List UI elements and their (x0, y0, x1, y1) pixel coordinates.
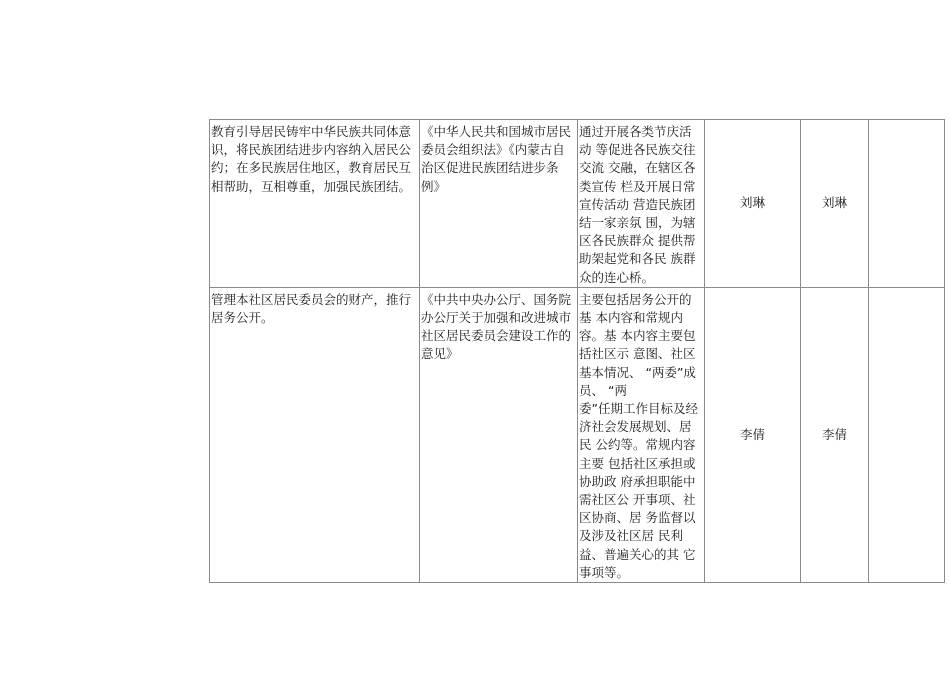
responsible-person-text: 李倩 (739, 426, 765, 442)
duty-cell (210, 287, 420, 582)
responsible-person-cell (705, 120, 801, 288)
duty-cell (210, 120, 420, 288)
measures-cell (578, 120, 705, 288)
duty-text: 教育引导居民铸牢中华民族共同体意 识，将民族团结进步内容纳入居民公 约；在多民族居住地区，教育居民互 相帮助，互相尊重，加强民族团结。 (211, 124, 415, 194)
contact-person-text: 李倩 (821, 426, 847, 442)
responsible-person-cell (705, 287, 801, 582)
basis-text: 《中华人民共和国城市居民 委员会组织法》《内蒙古自 治区促进民族团结进步条 例》 (421, 124, 572, 194)
contact-person-cell (801, 287, 869, 582)
responsible-person-text: 刘琳 (739, 195, 765, 211)
remark-cell (869, 287, 945, 582)
contact-person-cell (801, 120, 869, 288)
measures-cell (578, 287, 705, 582)
basis-text: 《中共中央办公厅、国务院办公厅关于加强和改进城市 社区居民委员会建设工作的 意见》 (421, 291, 575, 362)
remark-cell (869, 120, 945, 288)
basis-cell (420, 287, 578, 582)
duty-table (209, 119, 945, 583)
basis-cell (420, 120, 578, 288)
table-row (210, 120, 945, 288)
table-row (210, 287, 945, 582)
measures-text: 主要包括居务公开的基 本内容和常规内容。基 本内容主要包括社区示 意图、社区基本情况、 “两委”成员、 “两 委”任期工作目标及经 济社会发展规划、居民 公约等。常规内容主要 包括社区承担或协助政 府承担职能中需社区公 开事项、社区协商、居 务监督以及涉及社区居 民利益、普遍关心的其 它事项等。 (579, 291, 698, 580)
contact-person-text: 刘琳 (821, 195, 847, 211)
duty-text: 管理本社区居民委员会的财产，推行 居务公开。 (211, 291, 415, 326)
measures-text: 通过开展各类节庆活动 等促进各民族交往交流 交融，在辖区各类宣传 栏及开展日常宣传活动 营造民族团结一家亲氛 围，为辖区各民族群众 提供帮助架起党和各民 族群众的连心桥。 (579, 124, 696, 285)
